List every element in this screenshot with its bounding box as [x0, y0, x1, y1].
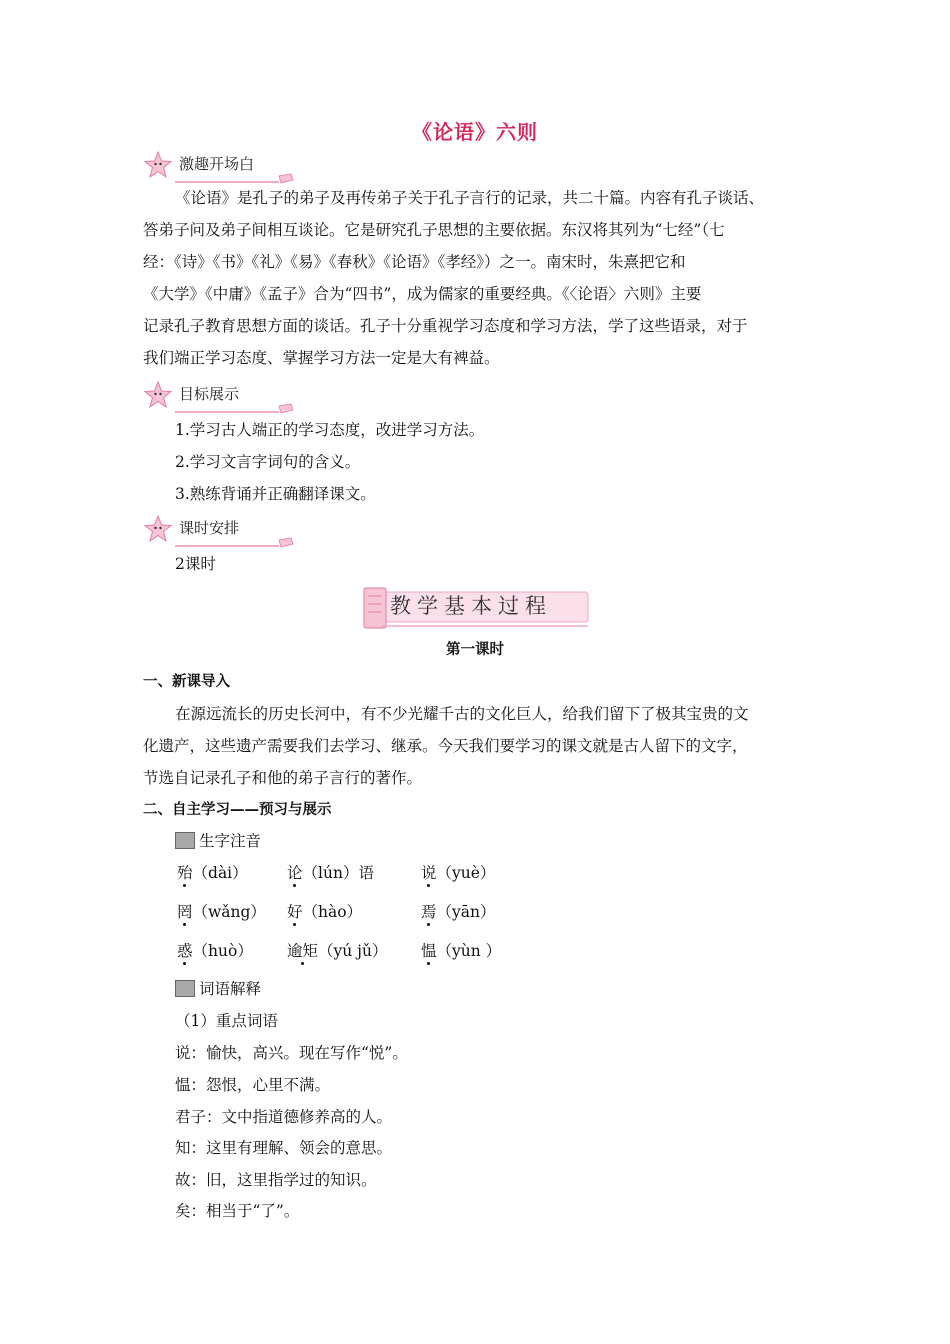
vocab-item: 知：这里有理解、领会的意思。 — [175, 1139, 393, 1157]
intro-line: 《论语》是孔子的弟子及再传弟子关于孔子言行的记录，共二十篇。内容有孔子谈话、 — [175, 189, 765, 207]
star-icon — [143, 150, 173, 180]
pinyin-item: 殆（dài） — [177, 864, 248, 882]
part1-line: 在源远流长的历史长河中，有不少光耀千古的文化巨人，给我们留下了极其宝贵的文 — [175, 705, 749, 723]
pinyin-item: 说（yuè） — [421, 864, 496, 882]
vocab-item: 矣：相当于“了”。 — [175, 1202, 300, 1220]
vocab-item: 故：旧，这里指学过的知识。 — [175, 1171, 377, 1189]
square-bullet-icon — [175, 980, 195, 997]
intro-line: 我们端正学习态度、掌握学习方法一定是大有裨益。 — [143, 349, 500, 367]
part1-line: 节选自记录孔子和他的弟子言行的著作。 — [143, 769, 423, 787]
pencil-underline-icon — [175, 172, 295, 184]
pinyin-item: 论（lún）语 — [287, 864, 374, 882]
pinyin-item: 焉（yān） — [421, 903, 496, 921]
page-title: 《论语》六则 — [412, 120, 538, 144]
lesson-title: 第一课时 — [446, 642, 504, 658]
schedule-value: 2课时 — [175, 555, 216, 573]
pinyin-item: 逾矩（yú jǔ） — [287, 942, 388, 960]
intro-line: 记录孔子教育思想方面的谈话。孔子十分重视学习态度和学习方法，学了这些语录，对于 — [143, 317, 748, 335]
star-icon — [143, 380, 173, 410]
section-heading: 课时安排 — [179, 519, 240, 537]
pencil-underline-icon — [175, 536, 295, 548]
intro-line: 《大学》《中庸》《孟子》合为“四书”，成为儒家的重要经典。《〈论语〉六则》主要 — [143, 285, 702, 303]
pinyin-item: 好（hào） — [287, 903, 363, 921]
part1-heading: 一、新课导入 — [143, 674, 230, 690]
pencil-underline-icon — [175, 402, 295, 414]
pinyin-subheading: 生字注音 — [175, 829, 261, 851]
pinyin-item: 惑（huò） — [177, 942, 253, 960]
part1-line: 化遗产，这些遗产需要我们去学习、继承。今天我们要学习的课文就是古人留下的文字， — [143, 737, 748, 755]
vocab-item: 君子：文中指道德修养高的人。 — [175, 1108, 393, 1126]
star-icon — [143, 514, 173, 544]
part2-heading: 二、自主学习——预习与展示 — [143, 802, 332, 818]
pinyin-item: 愠（yùn ） — [421, 942, 502, 960]
vocab-item: 愠：怨恨，心里不满。 — [175, 1076, 331, 1094]
goal-item: 3.熟练背诵并正确翻译课文。 — [175, 485, 376, 503]
vocab-item: 说：愉快，高兴。现在写作“悦”。 — [175, 1044, 408, 1062]
section-heading: 目标展示 — [179, 385, 240, 403]
goal-item: 2.学习文言字词句的含义。 — [175, 453, 361, 471]
vocab-subheading: 词语解释 — [175, 977, 261, 999]
intro-line: 答弟子问及弟子间相互谈论。它是研究孔子思想的主要依据。东汉将其列为“七经”（七 — [143, 221, 725, 239]
goal-item: 1.学习古人端正的学习态度，改进学习方法。 — [175, 421, 485, 439]
section-heading: 激趣开场白 — [179, 155, 255, 173]
banner-title: 教学基本过程 — [390, 594, 552, 618]
vocab-sub-label: （1）重点词语 — [175, 1012, 278, 1030]
intro-line: 经：《诗》《书》《礼》《易》《春秋》《论语》《孝经》）之一。南宋时，朱熹把它和 — [143, 253, 686, 271]
pinyin-item: 罔（wǎng） — [177, 903, 266, 921]
square-bullet-icon — [175, 832, 195, 849]
